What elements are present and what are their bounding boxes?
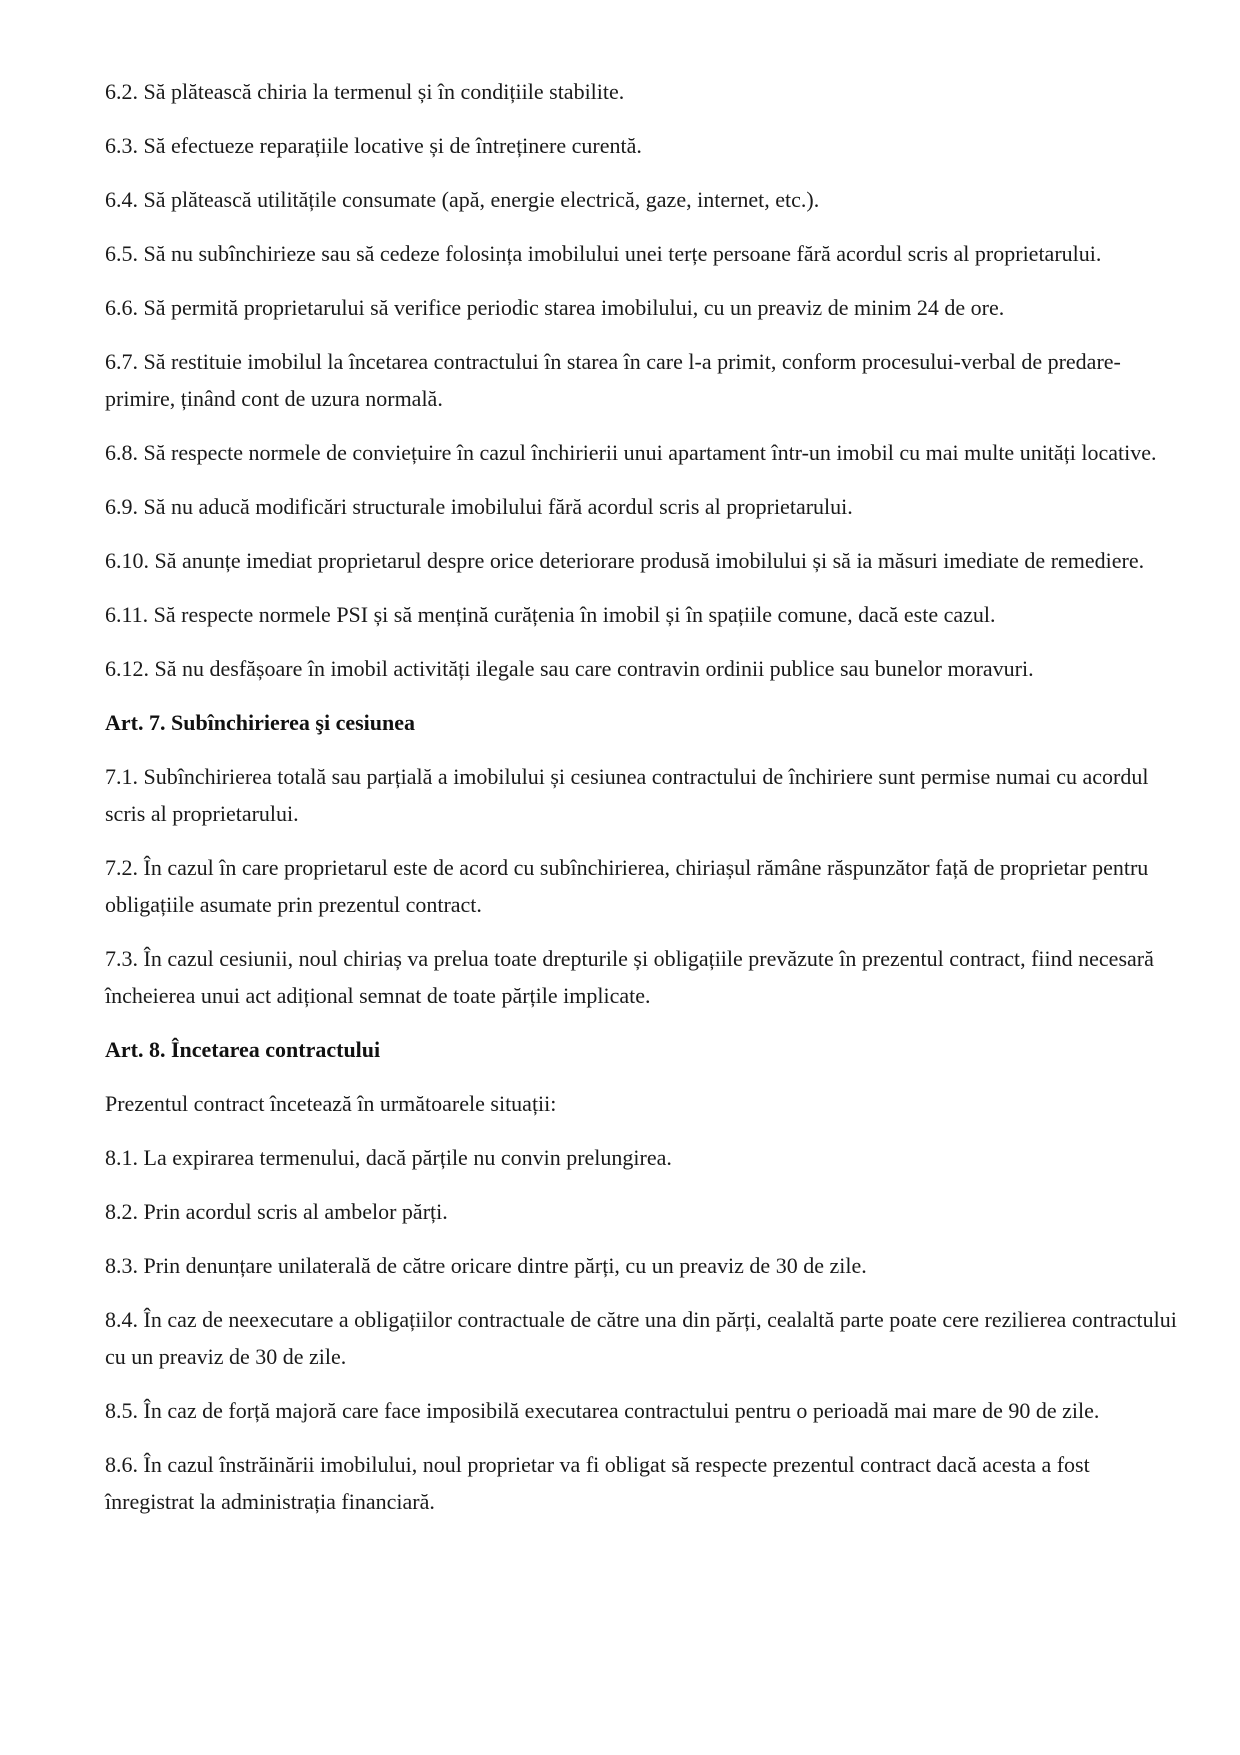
clause-6-5: 6.5. Să nu subînchirieze sau să cedeze folosința imobilului unei terțe persoane fără acordul scris al proprietarului. <box>105 241 1102 266</box>
clause-6-7: 6.7. Să restituie imobilul la încetarea contractului în starea în care l-a primit, conform procesului-verbal de predare-primire, ținând cont de uzura normală. <box>105 349 1121 411</box>
clause-8-3: 8.3. Prin denunțare unilaterală de către oricare dintre părți, cu un preaviz de 30 de zile. <box>105 1253 867 1278</box>
article-7-heading: Art. 7. Subînchirierea şi cesiunea <box>105 710 416 735</box>
clause-6-8: 6.8. Să respecte normele de conviețuire în cazul închirierii unui apartament într-un imobil cu mai multe unități locative. <box>105 440 1157 465</box>
clause-7-2: 7.2. În cazul în care proprietarul este de acord cu subînchirierea, chiriașul rămâne răspunzător față de proprietar pentru obligațiile asumate prin prezentul contract. <box>105 855 1149 917</box>
clause-6-11: 6.11. Să respecte normele PSI și să mențină curățenia în imobil și în spațiile comune, dacă este cazul. <box>105 602 996 627</box>
clause-6-6: 6.6. Să permită proprietarului să verifice periodic starea imobilului, cu un preaviz de minim 24 de ore. <box>105 295 1005 320</box>
clause-7-1: 7.1. Subînchirierea totală sau parțială a imobilului și cesiunea contractului de închiriere sunt permise numai cu acordul scris al proprietarului. <box>105 764 1149 826</box>
clause-8-5: 8.5. În caz de forță majoră care face imposibilă executarea contractului pentru o perioadă mai mare de 90 de zile. <box>105 1398 1100 1423</box>
clause-7-3: 7.3. În cazul cesiunii, noul chiriaș va prelua toate drepturile și obligațiile prevăzute în prezentul contract, fiind necesară încheierea unui act adițional semnat de toate părțile implicate. <box>105 946 1154 1008</box>
clause-8-6: 8.6. În cazul înstrăinării imobilului, noul proprietar va fi obligat să respecte prezentul contract dacă acesta a fost înregistrat la administrația financiară. <box>105 1452 1090 1514</box>
clause-6-9: 6.9. Să nu aducă modificări structurale imobilului fără acordul scris al proprietarului. <box>105 494 853 519</box>
document-body <box>105 73 1180 1537</box>
clause-6-12: 6.12. Să nu desfășoare în imobil activități ilegale sau care contravin ordinii publice sau bunelor moravuri. <box>105 656 1034 681</box>
clause-8-1: 8.1. La expirarea termenului, dacă părțile nu convin prelungirea. <box>105 1145 672 1170</box>
article-8-intro: Prezentul contract încetează în următoarele situații: <box>105 1091 557 1116</box>
article-8-heading: Art. 8. Încetarea contractului <box>105 1037 381 1062</box>
clause-6-10: 6.10. Să anunțe imediat proprietarul despre orice deteriorare produsă imobilului și să ia măsuri imediate de remediere. <box>105 548 1145 573</box>
clause-6-4: 6.4. Să plătească utilitățile consumate (apă, energie electrică, gaze, internet, etc.). <box>105 187 820 212</box>
clause-6-3: 6.3. Să efectueze reparațiile locative și de întreținere curentă. <box>105 133 642 158</box>
clause-8-2: 8.2. Prin acordul scris al ambelor părți. <box>105 1199 448 1224</box>
clause-8-4: 8.4. În caz de neexecutare a obligațiilor contractuale de către una din părți, cealaltă parte poate cere rezilierea contractului cu un preaviz de 30 de zile. <box>105 1307 1177 1369</box>
clause-6-2: 6.2. Să plătească chiria la termenul și în condițiile stabilite. <box>105 79 625 104</box>
